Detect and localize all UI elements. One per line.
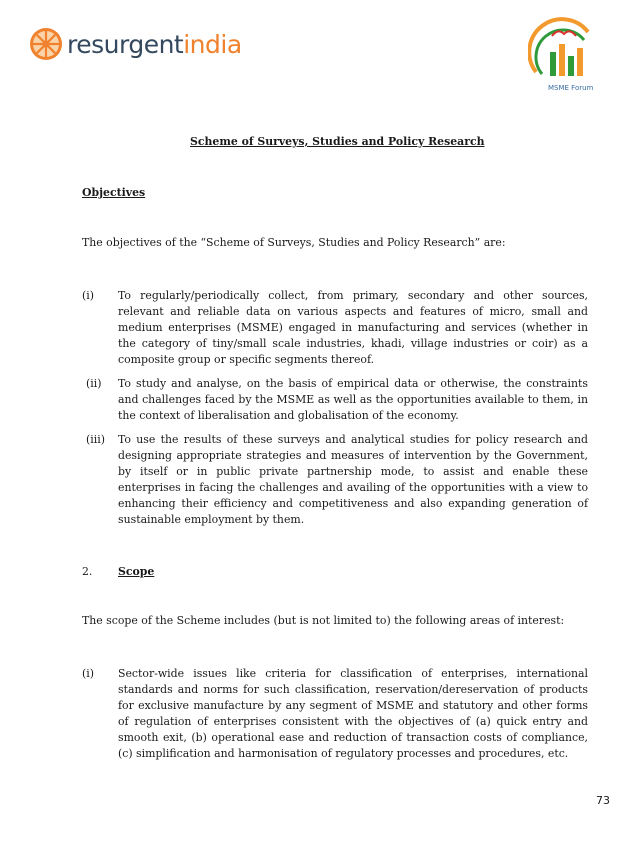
- objective-item-3: [82, 432, 588, 528]
- logo-text-dark: resurgent: [67, 29, 184, 59]
- scope-number: 2.: [82, 565, 93, 578]
- scope-intro: The scope of the Scheme includes (but is not limited to) the following areas of interest:: [82, 614, 565, 627]
- msme-forum-logo-icon: [528, 14, 604, 94]
- resurgent-india-logo: [28, 26, 242, 62]
- scope-item-1: [82, 666, 588, 762]
- msme-forum-label: MSME Forum: [548, 84, 594, 92]
- logo-text-orange: india: [183, 29, 242, 59]
- scope-heading: Scope: [118, 565, 155, 578]
- objective-num: (ii): [86, 377, 102, 390]
- scope-item-text: Sector-wide issues like criteria for classification of enterprises, international standards and norms for such classification, reservation/dereservation of products for exclusive manufacture by any segment of MSME and statutory and other forms of regulation of enterprises consistent with the objectives of (a) quick entry and smooth exit, (b) operational ease and reduction of transaction costs of compliance, (c) simplification and harmonisation of regulatory processes and procedures, etc.: [118, 667, 588, 760]
- objective-item-1: [82, 288, 588, 368]
- wheel-logo-icon: [28, 26, 64, 62]
- document-title: Scheme of Surveys, Studies and Policy Research: [190, 135, 485, 148]
- objective-item-2: [82, 376, 588, 424]
- objective-text: To regularly/periodically collect, from primary, secondary and other sources, relevant and reliable data on various aspects and features of micro, small and medium enterprises (MSME) engaged in manufacturing and services (whether in the category of tiny/small scale industries, khadi, village industries or coir) as a composite group or specific segments thereof.: [118, 289, 588, 366]
- objectives-heading: Objectives: [82, 186, 146, 199]
- objective-text: To study and analyse, on the basis of empirical data or otherwise, the constraints and challenges faced by the MSME as well as the opportunities available to them, in the context of liberalisation and globalisation of the economy.: [118, 377, 588, 422]
- objective-num: (i): [82, 289, 94, 302]
- page-header: [0, 0, 638, 110]
- scope-item-num: (i): [82, 667, 94, 680]
- objective-text: To use the results of these surveys and analytical studies for policy research and designing appropriate strategies and measures of intervention by the Government, by itself or in public private partnership mode, to assist and enable these enterprises in facing the challenges and availing of the opportunities with a view to enhancing their efficiency and competitiveness and also expanding generation of sustainable employment by them.: [118, 433, 588, 526]
- logo-wordmark: [67, 29, 242, 59]
- page-number: 73: [596, 794, 610, 807]
- objectives-intro: The objectives of the “Scheme of Surveys, Studies and Policy Research” are:: [82, 236, 506, 249]
- objective-num: (iii): [86, 433, 105, 446]
- scope-section-heading: [82, 565, 154, 578]
